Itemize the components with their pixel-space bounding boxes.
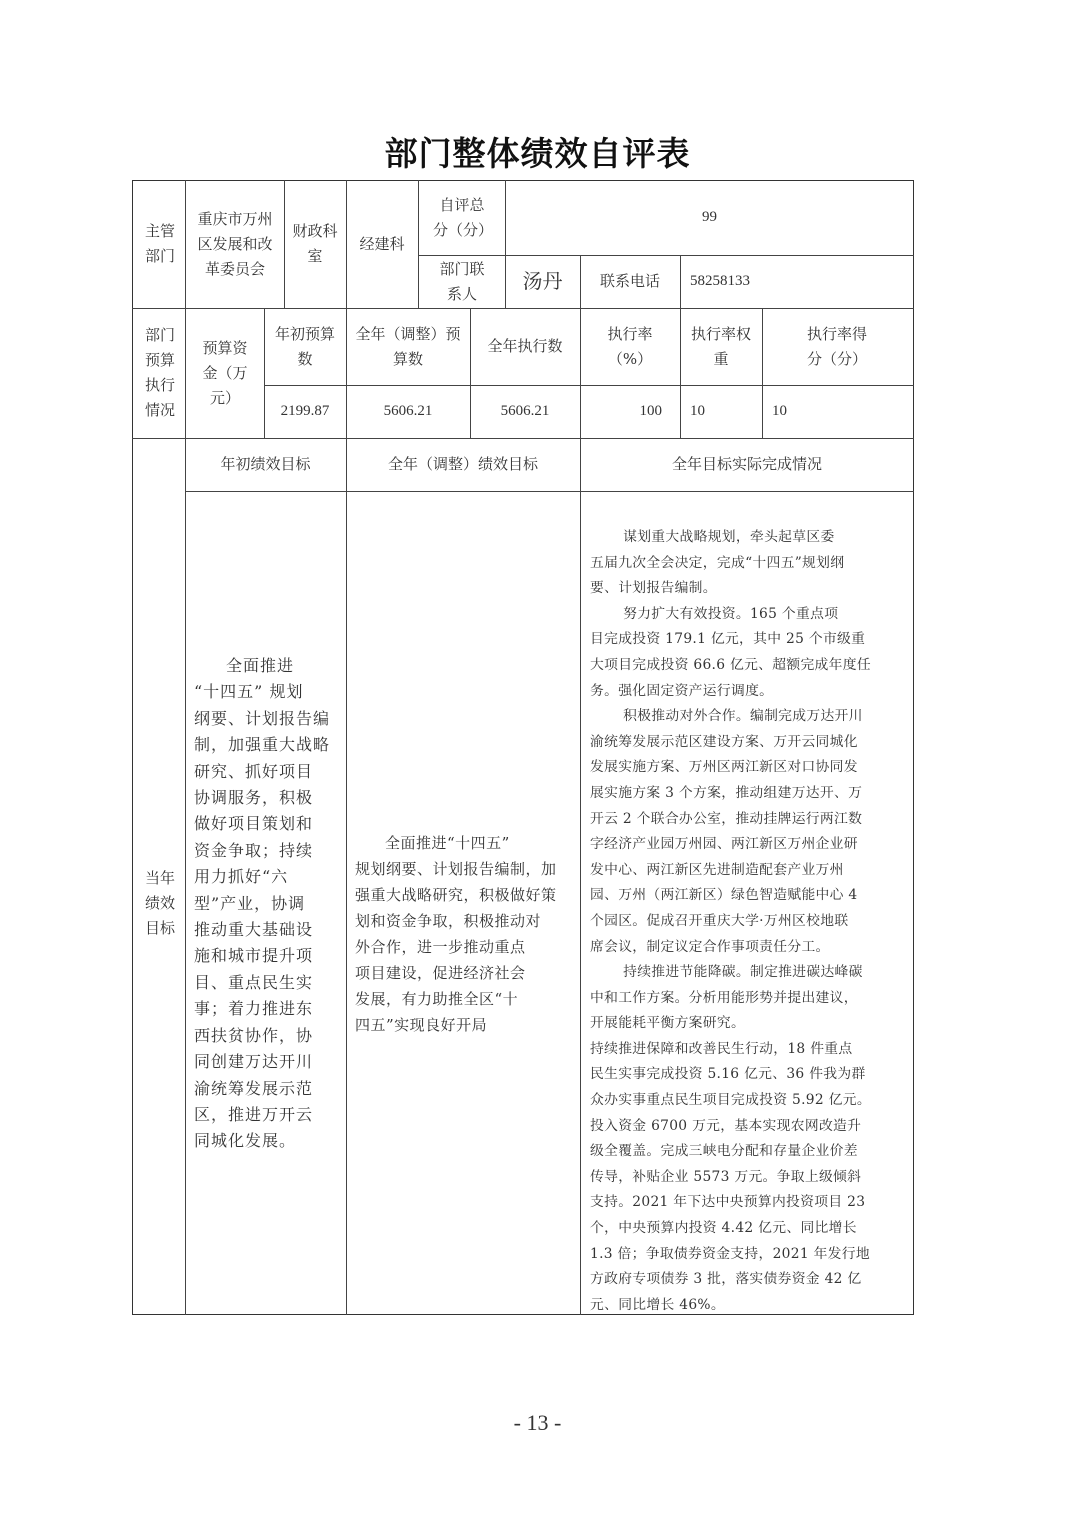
weight-value: 10 xyxy=(690,403,705,419)
col-weight: 执行率权重 xyxy=(690,324,751,368)
text-line: 全面推进 xyxy=(226,656,295,675)
text-line: 要、计划报告编制。 xyxy=(590,580,717,597)
supervisor-value: 重庆市万州区发展和改革委员会 xyxy=(197,209,273,278)
supervisor-label: 主管部门 xyxy=(144,222,175,265)
text-line: 中和工作方案。分析用能形势并提出建议， xyxy=(590,989,858,1006)
budget-funds-label: 预算资金（万元） xyxy=(202,338,248,407)
text-line: 方政府专项债券 3 批，落实债券资金 42 亿 xyxy=(590,1271,862,1288)
text-line: 外合作，进一步推动重点 xyxy=(355,938,526,956)
text-line: 做好项目策划和 xyxy=(194,814,314,834)
text-line: 大项目完成投资 66.6 亿元、超额完成年度任 xyxy=(590,656,871,673)
text-line: 推动重大基础设 xyxy=(194,920,314,940)
page-number: - 13 - xyxy=(513,1410,562,1435)
text-line: 持续推进保障和改善民生行动，18 件重点 xyxy=(590,1040,853,1057)
col-rate: 执行率（%） xyxy=(607,324,653,368)
text-line: 渝统筹发展示范 xyxy=(194,1078,314,1098)
text-line: 持续推进节能降碳。制定推进碳达峰碳 xyxy=(623,964,863,981)
text-line: 渝统筹发展示范区建设方案、万开云同城化 xyxy=(590,733,858,750)
text-line: 开云 2 个联合办公室，推动挂牌运行两江数 xyxy=(590,810,863,827)
page-title: 部门整体绩效自评表 xyxy=(384,134,691,173)
text-line: 制，加强重大战略 xyxy=(194,735,331,755)
text-line: 支持。2021 年下达中央预算内投资项目 23 xyxy=(590,1194,866,1211)
col-adjusted-goal: 全年（调整）绩效目标 xyxy=(387,455,538,473)
score-value-budget: 10 xyxy=(772,403,787,419)
rate-value: 100 xyxy=(639,403,662,419)
text-line: 五届九次全会决定，完成“十四五”规划纲 xyxy=(590,554,845,571)
score-value: 99 xyxy=(702,209,717,225)
rule xyxy=(185,438,186,1315)
text-line: 型”产业，协调 xyxy=(194,893,306,913)
adjusted-budget-value: 5606.21 xyxy=(383,403,433,419)
text-line: “十四五” 规划 xyxy=(194,682,304,702)
text-line: 园、万州（两江新区）绿色智造赋能中心 4 xyxy=(590,887,858,904)
text-line: 四五”实现良好开局 xyxy=(355,1016,488,1034)
text-line: 民生实事完成投资 5.16 亿元、36 件我为群 xyxy=(590,1066,866,1083)
contact-label: 部门联系人 xyxy=(439,259,485,303)
goals-section-label: 当年绩效目标 xyxy=(144,868,175,937)
text-line: 1.3 倍；争取债券资金支持，2021 年发行地 xyxy=(590,1245,870,1262)
finance-label: 财政科室 xyxy=(292,222,338,265)
col-initial-budget: 年初预算数 xyxy=(274,324,335,368)
text-line: 席会议，制定议定合作事项责任分工。 xyxy=(590,938,830,955)
rule xyxy=(346,438,347,1315)
text-line: 同创建万达开川 xyxy=(194,1052,314,1072)
text-line: 目完成投资 179.1 亿元，其中 25 个市级重 xyxy=(590,631,866,648)
text-line: 展实施方案 3 个方案，推动组建万达开、万 xyxy=(590,784,863,801)
phone-label: 联系电话 xyxy=(599,272,660,290)
text-line: 同城化发展。 xyxy=(194,1131,297,1151)
text-line: 发中心、两江新区先进制造配套产业万州 xyxy=(590,861,844,878)
text-line: 全面推进“十四五” xyxy=(385,834,510,852)
text-line: 个，中央预算内投资 4.42 亿元、同比增长 xyxy=(590,1220,857,1237)
text-line: 施和城市提升项 xyxy=(194,946,314,966)
phone-value: 58258133 xyxy=(690,273,750,289)
text-line: 字经济产业园万州园、两江新区万州企业研 xyxy=(590,836,858,853)
contact-value: 汤丹 xyxy=(522,269,563,293)
text-line: 划和资金争取，积极推动对 xyxy=(355,912,542,930)
text-line: 努力扩大有效投资。165 个重点项 xyxy=(623,605,839,622)
text-line: 个园区。促成召开重庆大学·万州区校地联 xyxy=(590,912,849,929)
adjusted-goal-text xyxy=(355,830,577,1038)
text-line: 纲要、计划报告编 xyxy=(194,708,331,728)
initial-budget-value: 2199.87 xyxy=(280,403,330,419)
text-line: 元、同比增长 46%。 xyxy=(590,1296,725,1313)
text-line: 项目建设，促进经济社会 xyxy=(355,964,526,982)
text-line: 西扶贫协作，协 xyxy=(194,1025,314,1045)
rule xyxy=(284,180,285,308)
executed-value: 5606.21 xyxy=(500,403,550,419)
text-line: 强重大战略研究，积极做好策 xyxy=(355,886,557,904)
col-actual: 全年目标实际完成情况 xyxy=(671,455,822,473)
col-adjusted-budget: 全年（调整）预算数 xyxy=(355,324,461,368)
rule xyxy=(185,491,914,492)
col-initial-goal: 年初绩效目标 xyxy=(220,455,311,473)
text-line: 投入资金 6700 万元，基本实现农网改造升 xyxy=(590,1117,862,1134)
col-score: 执行率得分（分） xyxy=(806,324,867,368)
text-line: 传导，补贴企业 5573 万元。争取上级倾斜 xyxy=(590,1168,862,1185)
rule xyxy=(185,180,186,308)
text-line: 发展实施方案、万州区两江新区对口协同发 xyxy=(590,759,858,776)
text-line: 积极推动对外合作。编制完成万达开川 xyxy=(623,708,863,725)
text-line: 众办实事重点民生项目完成投资 5.92 亿元。 xyxy=(590,1092,871,1109)
rule xyxy=(418,180,419,308)
rule xyxy=(185,308,186,438)
text-line: 发展，有力助推全区“十 xyxy=(355,990,519,1008)
text-line: 目、重点民生实 xyxy=(194,972,314,992)
text-line: 协调服务，积极 xyxy=(194,788,314,808)
text-line: 研究、抓好项目 xyxy=(194,761,314,781)
text-line: 级全覆盖。完成三峡电分配和存量企业价差 xyxy=(590,1143,858,1160)
text-line: 事；着力推进东 xyxy=(194,999,314,1019)
finance-value: 经建科 xyxy=(359,234,405,253)
budget-section-label: 部门预算执行情况 xyxy=(144,326,175,419)
rule xyxy=(580,438,581,1315)
text-line: 开展能耗平衡方案研究。 xyxy=(590,1015,746,1032)
text-line: 区，推进万开云 xyxy=(194,1104,314,1124)
text-line: 规划纲要、计划报告编制，加 xyxy=(355,860,557,878)
actual-completion-text xyxy=(590,525,910,1318)
text-line: 资金争取；持续 xyxy=(194,840,314,860)
col-executed: 全年执行数 xyxy=(487,337,563,355)
initial-goal-text xyxy=(194,653,342,1155)
score-label: 自评总分（分） xyxy=(433,195,494,239)
text-line: 务。强化固定资产运行调度。 xyxy=(590,682,774,699)
text-line: 谋划重大战略规划，牵头起草区委 xyxy=(623,529,835,545)
text-line: 用力抓好“六 xyxy=(194,867,289,887)
